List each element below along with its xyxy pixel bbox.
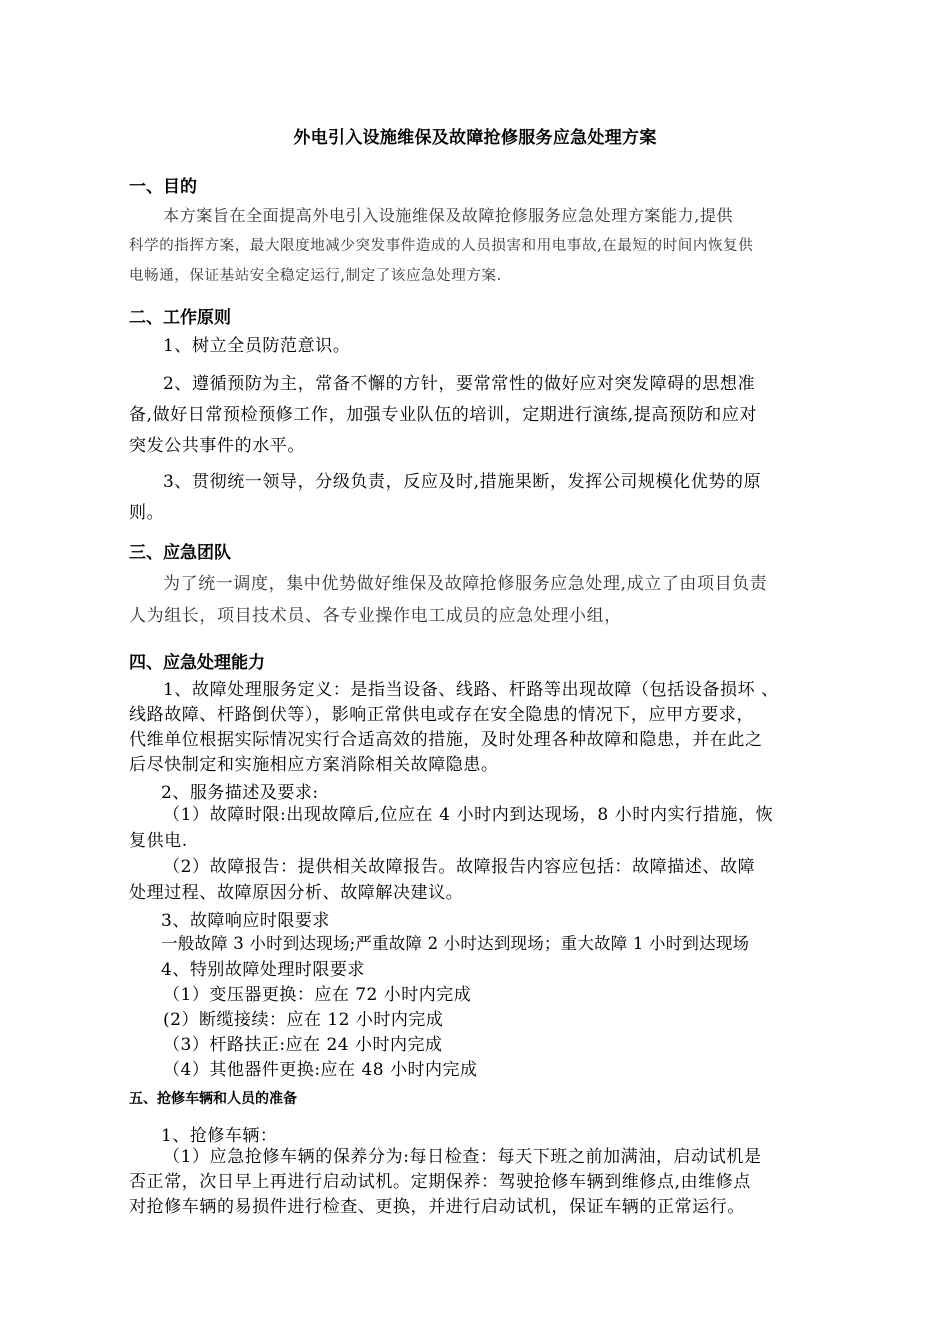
section-heading-team: 三、应急团队	[129, 543, 231, 563]
requirement-report	[129, 854, 821, 906]
text-line: 本方案旨在全面提高外电引入设施维保及故障抢修服务应急处理方案能力,提供	[163, 206, 734, 225]
section-heading-capability: 四、应急处理能力	[129, 653, 265, 673]
text-line: 代维单位根据实际情况实行合适高效的措施，及时处理各种故障和隐患，并在此之	[129, 730, 763, 750]
section-heading-purpose: 一、目的	[129, 177, 197, 197]
text-line: 线路故障、杆路倒伏等），影响正常供电或存在安全隐患的情况下，应甲方要求，	[129, 705, 755, 725]
special-item: (2）断缆接续：应在 12 小时内完成	[163, 1010, 444, 1030]
text-line: （1）应急抢修车辆的保养分为:每日检查：每天下班之前加满油，启动试机是	[163, 1147, 762, 1167]
text-line: 突发公共事件的水平。	[129, 436, 305, 456]
document-title: 外电引入设施维保及故障抢修服务应急处理方案	[293, 128, 657, 148]
text-line: 为了统一调度，集中优势做好维保及故障抢修服务应急处理,成立了由项目负责	[163, 574, 768, 594]
text-line: 3、贯彻统一领导，分级负责，反应及时,措施果断，发挥公司规模化优势的原	[163, 472, 762, 492]
text-line: 1、树立全员防范意识。	[163, 336, 351, 356]
section-heading-principles: 二、工作原则	[129, 308, 231, 328]
vehicle-maintenance-paragraph	[129, 1145, 821, 1220]
special-item: （3）杆路扶正:应在 24 小时内完成	[163, 1035, 443, 1055]
text-line: （2）故障报告：提供相关故障报告。故障报告内容应包括：故障描述、故障	[163, 857, 756, 877]
text-line: 复供电.	[129, 831, 188, 851]
purpose-paragraph	[129, 201, 821, 291]
section-heading-vehicles: 五、抢修车辆和人员的准备	[129, 1091, 297, 1107]
text-line: 对抢修车辆的易损件进行检查、更换，并进行启动试机，保证车辆的正常运行。	[129, 1197, 745, 1217]
fault-definition-paragraph	[129, 678, 821, 778]
principle-3	[129, 467, 821, 529]
text-line: 人为组长，项目技术员、各专业操作电工成员的应急处理小组，	[129, 606, 622, 626]
vehicles-subtitle: 1、抢修车辆：	[161, 1126, 278, 1146]
principle-1	[129, 335, 821, 357]
text-line: 2、遵循预防为主，常备不懈的方针，要常常性的做好应对突发障碍的思想准	[163, 374, 756, 394]
response-time-title: 3、故障响应时限要求	[161, 911, 330, 931]
text-line: 后尽快制定和实施相应方案消除相关故障隐患。	[129, 755, 499, 775]
text-line: 否正常，次日早上再进行启动试机。定期保养：驾驶抢修车辆到维修点,由维修点	[129, 1172, 752, 1192]
team-paragraph	[129, 568, 821, 632]
text-line: 1、故障处理服务定义：是指当设备、线路、杆路等出现故障（包括设备损坏 、	[163, 680, 779, 700]
principle-2	[129, 369, 821, 462]
special-item: （4）其他器件更换:应在 48 小时内完成	[163, 1060, 478, 1080]
service-requirements-title: 2、服务描述及要求:	[161, 783, 319, 803]
text-line: 科学的指挥方案，最大限度地减少突发事件造成的人员损害和用电事故,在最短的时间内恢复供	[129, 238, 754, 254]
text-line: 则。	[129, 503, 165, 523]
special-fault-title: 4、特别故障处理时限要求	[161, 960, 365, 980]
text-line: 处理过程、故障原因分析、故障解决建议。	[129, 883, 464, 903]
requirement-time-limit	[129, 802, 821, 854]
text-line: （1）故障时限:出现故障后,位应在 4 小时内到达现场，8 小时内实行措施，恢	[163, 805, 774, 825]
special-item: （1）变压器更换：应在 72 小时内完成	[163, 985, 472, 1005]
text-line: 备,做好日常预检预修工作，加强专业队伍的培训，定期进行演练,提高预防和应对	[129, 405, 758, 425]
response-time-text: 一般故障 3 小时到达现场;严重故障 2 小时达到现场；重大故障 1 小时到达现场	[161, 934, 750, 953]
text-line: 电畅通，保证基站安全稳定运行,制定了该应急处理方案.	[129, 268, 502, 284]
